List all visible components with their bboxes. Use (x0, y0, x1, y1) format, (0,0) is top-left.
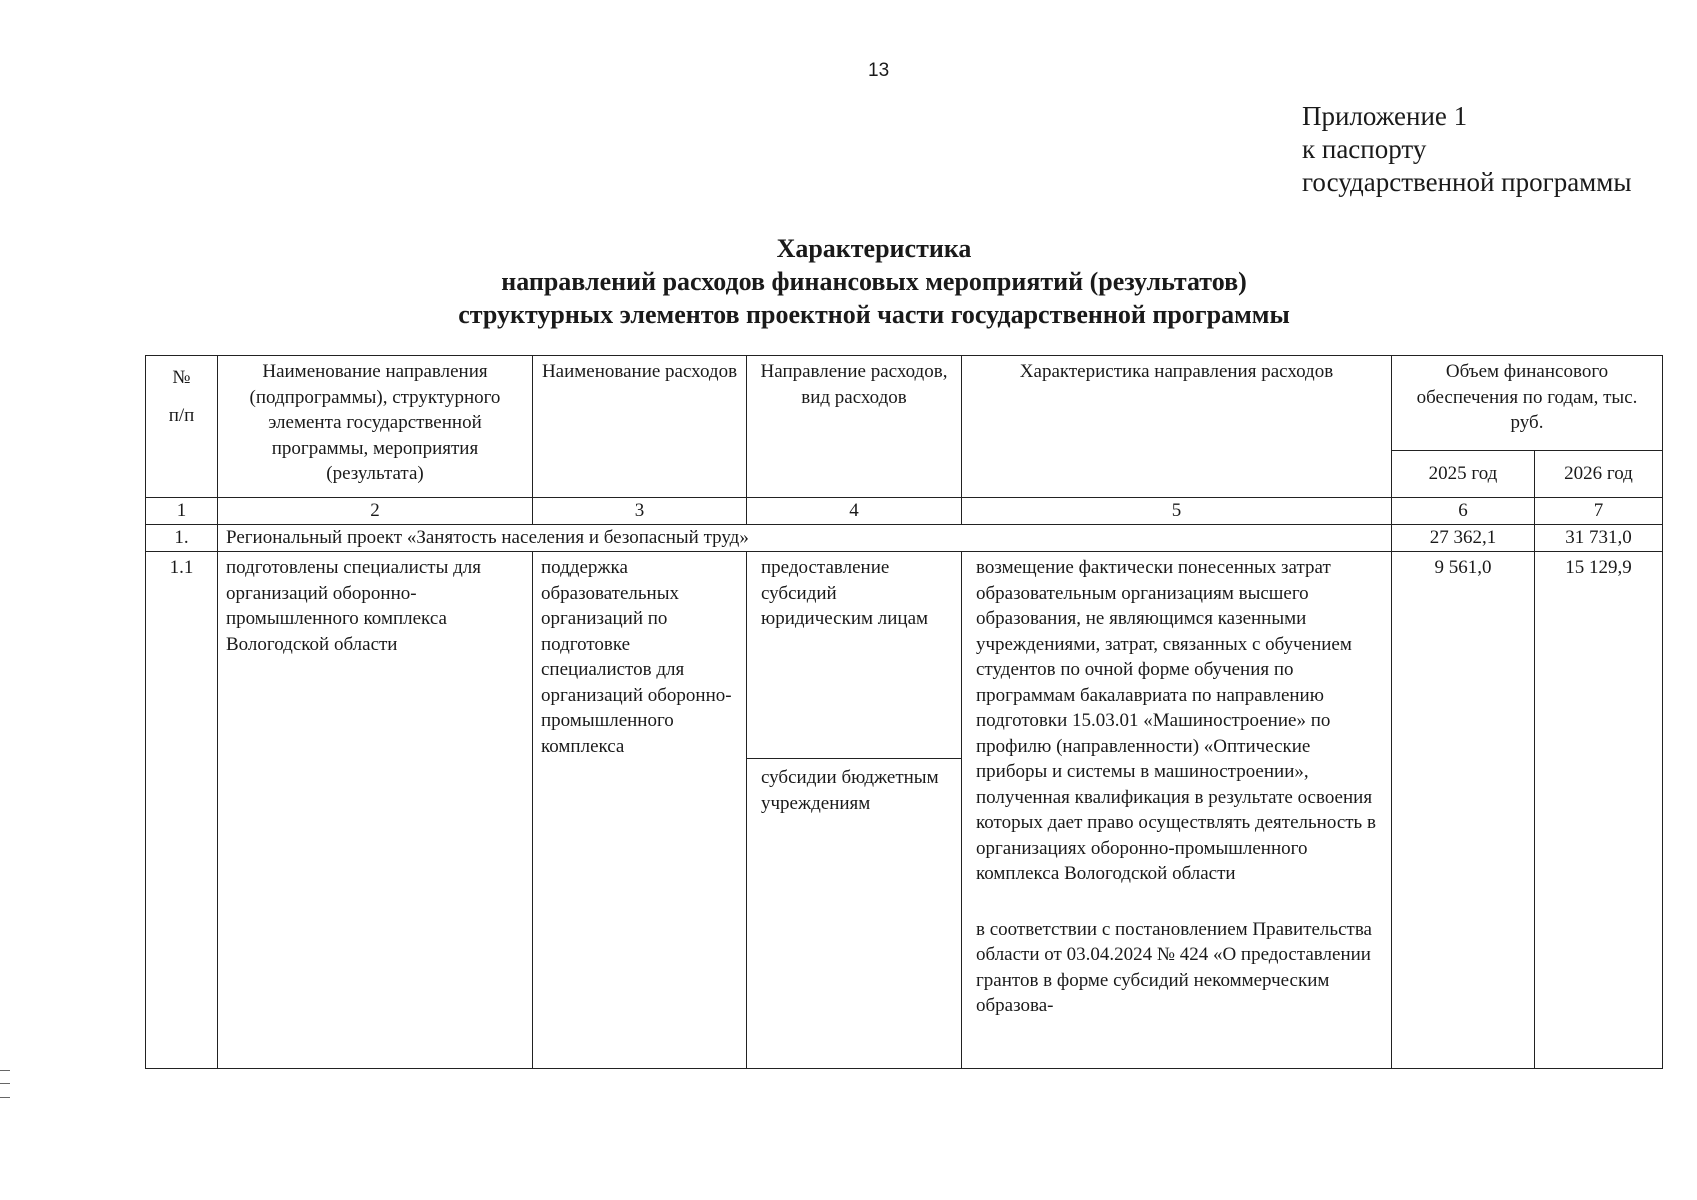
row-name: подготовлены специалисты для организаций оборонно-промышленного комплекса Вологодской области (218, 552, 533, 1069)
row-characteristic (962, 552, 1392, 1069)
column-numbers-row (146, 498, 1663, 525)
appendix-line: Приложение 1 (1302, 101, 1468, 131)
document-title (140, 232, 1608, 331)
header-name: Наименование направления (подпрограммы), структурного элемента государственной программы, мероприятия (результата) (218, 356, 533, 498)
header-row (146, 356, 1663, 451)
section-title: Региональный проект «Занятость населения и безопасный труд» (218, 525, 1392, 552)
column-number: 4 (747, 498, 962, 525)
section-row (146, 525, 1663, 552)
appendix-line: государственной программы (1302, 167, 1632, 197)
column-number: 3 (533, 498, 747, 525)
row-amount-2026: 15 129,9 (1535, 552, 1663, 1069)
table-row (146, 552, 1663, 1069)
title-line: Характеристика (776, 234, 972, 263)
header-expense-name: Наименование расходов (533, 356, 747, 498)
direction-legal-entities: предоставление субсидий юридическим лицам (747, 552, 961, 759)
margin-cut-mark (0, 1070, 10, 1098)
section-num: 1. (146, 525, 218, 552)
header-volume: Объем финансового обеспечения по годам, тыс. руб. (1392, 356, 1663, 451)
row-expense-name: поддержка образовательных организаций по подготовке специалистов для организаций оборонно-промышленного комплекса (533, 552, 747, 1069)
column-number: 1 (146, 498, 218, 525)
row-amount-2025: 9 561,0 (1392, 552, 1535, 1069)
characteristic-paragraph: в соответствии с постановлением Правительства области от 03.04.2024 № 424 «О предоставлении грантов в форме субсидий некоммерческим образова- (976, 918, 1372, 1016)
row-direction (747, 552, 962, 1069)
header-num: № п/п (146, 356, 218, 498)
appendix-line: к паспорту (1302, 134, 1427, 164)
header-characteristic: Характеристика направления расходов (962, 356, 1392, 498)
characteristic-paragraph: возмещение фактически понесенных затрат образовательным организациям высшего образования, не являющимся казенными учреждениями, затрат, связанных с обучением студентов по очной форме обучения по программам бакалавриата по направлению подготовки 15.03.01 «Машиностроение» по профилю (направленности) «Оптические приборы и системы в машиностроении», полученная квалификация в результате освоения которых дает право осуществлять деятельность в организациях оборонно-промышленного комплекса Вологодской области (976, 557, 1376, 884)
title-line: структурных элементов проектной части государственной программы (458, 300, 1290, 329)
page-number: 13 (868, 60, 890, 81)
section-amount-2026: 31 731,0 (1535, 525, 1663, 552)
column-number: 7 (1535, 498, 1663, 525)
direction-budget-institutions: субсидии бюджетным учреждениям (761, 767, 939, 814)
header-year-2025: 2025 год (1392, 451, 1535, 498)
column-number: 5 (962, 498, 1392, 525)
column-number: 2 (218, 498, 533, 525)
header-year-2026: 2026 год (1535, 451, 1663, 498)
expense-directions-table (145, 355, 1663, 1069)
column-number: 6 (1392, 498, 1535, 525)
appendix-note (1302, 100, 1632, 199)
section-amount-2025: 27 362,1 (1392, 525, 1535, 552)
header-direction: Направление расходов, вид расходов (747, 356, 962, 498)
row-num: 1.1 (146, 552, 218, 1069)
title-line: направлений расходов финансовых мероприятий (результатов) (501, 267, 1247, 296)
